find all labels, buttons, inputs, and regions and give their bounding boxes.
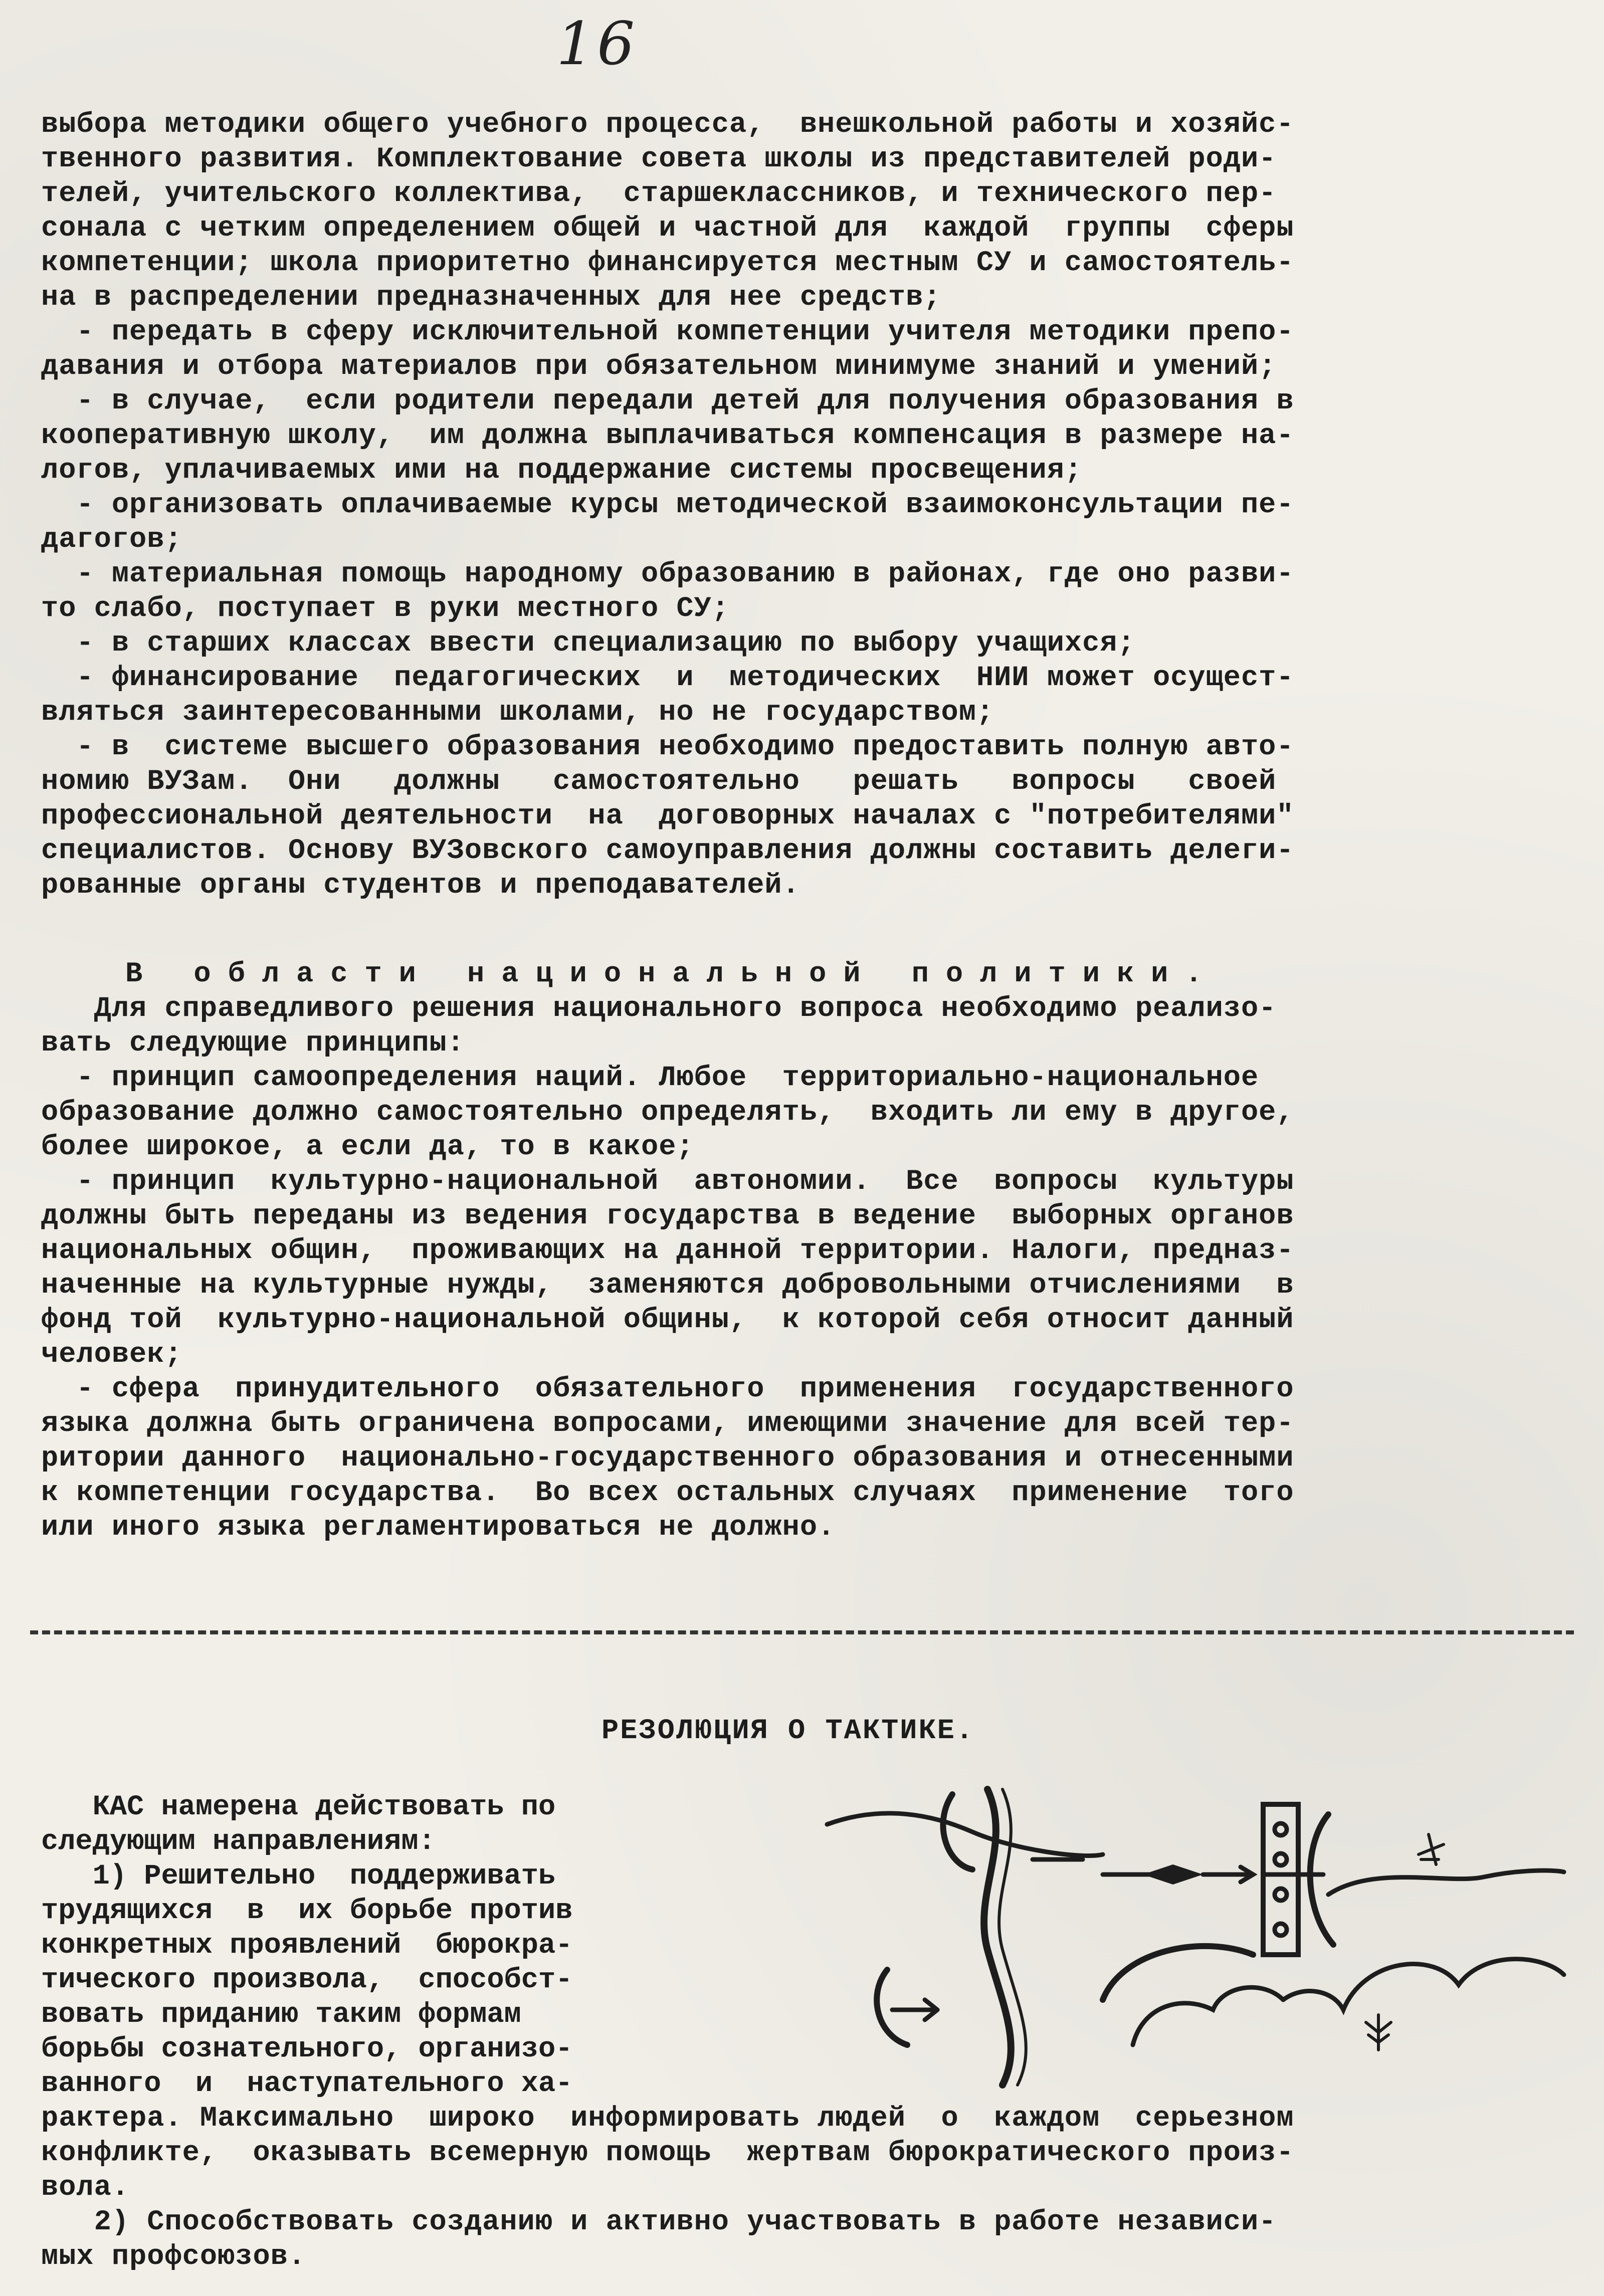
body-line: специалистов. Основу ВУЗовского самоуправления должны составить делеги-	[41, 835, 1294, 867]
resolution-line: КАС намерена действовать по	[41, 1791, 556, 1823]
section-line: Для справедливого решения национального вопроса необходимо реализо-	[41, 993, 1277, 1025]
resolution-line: конфликте, оказывать всемерную помощь жертвам бюрократического произ-	[41, 2137, 1294, 2169]
body-line: номию ВУЗам. Они должны самостоятельно решать вопросы своей	[41, 766, 1277, 798]
body-line: давания и отбора материалов при обязательном минимуме знаний и умений;	[41, 351, 1277, 383]
body-line: кооперативную школу, им должна выплачиваться компенсация в размере на-	[41, 420, 1294, 452]
diamond-mark	[1143, 1864, 1203, 1885]
body-line: профессиональной деятельности на договорных началах с "потребителями"	[41, 800, 1294, 832]
section-line: ритории данного национально-государственного образования и отнесенными	[41, 1442, 1294, 1475]
body-line: - организовать оплачиваемые курсы методической взаимоконсультации пе-	[41, 489, 1294, 521]
body-line: - в старших классах ввести специализацию по выбору учащихся;	[41, 628, 1135, 660]
page-number: 16	[556, 9, 638, 78]
body-line: телей, учительского коллектива, старшеклассников, и технического пер-	[41, 178, 1277, 210]
body-line: выбора методики общего учебного процесса, внешкольной работы и хозяйс-	[41, 109, 1294, 141]
section-line: должны быть переданы из ведения государства в ведение выборных органов	[41, 1200, 1294, 1232]
dashed-divider	[30, 1630, 1574, 1634]
resolution-line: конкретных проявлений бюрокра-	[41, 1930, 573, 1962]
section-line: образование должно самостоятельно определять, входить ли ему в другое,	[41, 1097, 1294, 1129]
resolution-line: борьбы сознательного, организо-	[41, 2033, 573, 2065]
section-line: наченные на культурные нужды, заменяются добровольными отчислениями в	[41, 1270, 1294, 1302]
section-line: вать следующие принципы:	[41, 1027, 465, 1060]
resolution-line: тического произвола, способст-	[41, 1964, 573, 1996]
body-line: рованные органы студентов и преподавателей.	[41, 870, 800, 902]
illustration-strokes	[827, 1789, 1564, 2085]
resolution-line: трудящихся в их борьбе против	[41, 1895, 573, 1927]
resolution-line: 1) Решительно поддерживать	[41, 1860, 556, 1893]
body-line: компетенции; школа приоритетно финансируется местным СУ и самостоятель-	[41, 247, 1294, 279]
section-line: к компетенции государства. Во всех остальных случаях применение того	[41, 1477, 1294, 1509]
section-heading: В области национальной политики.	[125, 958, 1220, 990]
section-line: - сфера принудительного обязательного применения государственного	[41, 1373, 1294, 1405]
section-line: фонд той культурно-национальной общины, к которой себя относит данный	[41, 1304, 1294, 1336]
body-line: - финансирование педагогических и методических НИИ может осущест-	[41, 662, 1294, 694]
body-line: - материальная помощь народному образованию в районах, где оно разви-	[41, 558, 1294, 590]
resolution-title: РЕЗОЛЮЦИЯ О ТАКТИКЕ.	[602, 1715, 975, 1747]
tactics-illustration	[822, 1784, 1569, 2090]
section-line: - принцип самоопределения наций. Любое территориально-национальное	[41, 1062, 1259, 1094]
section-line: более широкое, а если да, то в какое;	[41, 1131, 694, 1163]
resolution-line: 2) Способствовать созданию и активно участвовать в работе независи-	[41, 2206, 1277, 2238]
body-line: - в системе высшего образования необходимо предоставить полную авто-	[41, 731, 1294, 763]
section-line: или иного языка регламентироваться не должно.	[41, 1512, 836, 1544]
body-line: - передать в сферу исключительной компетенции учителя методики препо-	[41, 316, 1294, 348]
resolution-line: следующим направлениям:	[41, 1826, 436, 1858]
body-line: вляться заинтересованными школами, но не государством;	[41, 697, 994, 729]
resolution-line: вола.	[41, 2172, 130, 2204]
body-line: на в распределении предназначенных для нее средств;	[41, 282, 941, 314]
resolution-line: мых профсоюзов.	[41, 2241, 306, 2273]
resolution-line: ванного и наступательного ха-	[41, 2068, 573, 2100]
section-line: национальных общин, проживающих на данной территории. Налоги, предназ-	[41, 1235, 1294, 1267]
resolution-line: вовать приданию таким формам	[41, 1999, 521, 2031]
section-line: языка должна быть ограничена вопросами, имеющими значение для всей тер-	[41, 1408, 1294, 1440]
body-line: - в случае, если родители передали детей для получения образования в	[41, 385, 1294, 418]
body-line: то слабо, поступает в руки местного СУ;	[41, 593, 730, 625]
body-line: твенного развития. Комплектование совета школы из представителей роди-	[41, 143, 1277, 175]
body-line: сонала с четким определением общей и частной для каждой группы сферы	[41, 213, 1294, 245]
resolution-line: рактера. Максимально широко информировать людей о каждом серьезном	[41, 2103, 1294, 2135]
body-line: логов, уплачиваемых ими на поддержание системы просвещения;	[41, 455, 1083, 487]
section-line: человек;	[41, 1339, 182, 1371]
body-line: дагогов;	[41, 524, 182, 556]
section-line: - принцип культурно-национальной автономии. Все вопросы культуры	[41, 1166, 1294, 1198]
